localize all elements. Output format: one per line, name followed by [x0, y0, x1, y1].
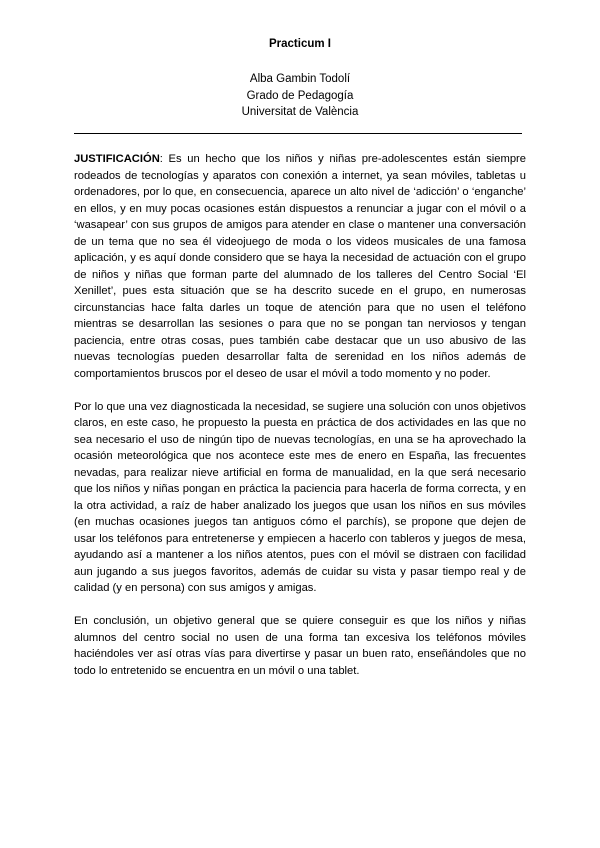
conclusion-paragraph: En conclusión, un objetivo general que se quiere conseguir es que los niños y niñas alumnos del centro social no usen de una forma tan excesiva los teléfonos móviles haciéndoles ver así otras vías para divertirse y pasar un buen rato, enseñándoles que no todo lo entretenido se encuentra en un móvil o una tablet.: [74, 615, 526, 677]
document-title: Practicum I: [269, 38, 331, 50]
author-name: Alba Gambin Todolí: [249, 73, 351, 85]
solution-paragraph: Por lo que una vez diagnosticada la necesidad, se sugiere una solución con unos objetivos claros, en este caso, he propuesto la puesta en práctica de dos actividades en las que no sea necesario el uso de ningún tipo de nuevas tecnologías, en una se ha aprovechado la ocasión meteorológica que nos acontece este mes de enero en España, las frecuentes nevadas, para realizar nieve artificial en forma de manualidad, en la que será necesario que los niños y niñas pongan en práctica la paciencia para hacerla de forma correcta, y en la otra actividad, a raíz de haber analizado los juegos que usan los niños en sus móviles (en muchas ocasiones juegos tan antiguos cómo el parchís), se propone que dejen de usar los teléfonos para entretenerse y empiecen a hacerlo con tableros y juegos de mesa, ayudando así a mantener a los niños atentos, pues con el móvil se distraen con facilidad aun jugando a sus juegos favoritos, además de cuidar su vista y pasar tiempo real y de calidad (y en persona) con sus amigos y amigas.: [74, 400, 526, 594]
justification-paragraph: [74, 151, 526, 382]
justification-label: JUSTIFICACIÓN: [74, 153, 160, 165]
justification-text: : Es un hecho que los niños y niñas pre-adolescentes están siempre rodeados de tecnologías y aparatos con conexión a internet, ya sean móviles, tabletas u ordenadores, por lo que, en consecuencia, aparece un alto nivel de ‘adicción’ o ‘enganche’ en ellos, y en muy pocas ocasiones están dispuestos a renunciar a jugar con el móvil o a ‘wasapear’ con sus grupos de amigos para atender en clase o mantener una conversación de un tema que no sea él videojuego de moda o los videos musicales de una famosa aplicación, y es aquí donde considero que se haya la necesidad de actuación con el grupo de niños y niñas que forman parte del alumnado de los talleres del Centro Social ‘El Xenillet’, pues esta situación que se ha descrito sucede en el grupo, en numerosas circunstancias hace falta darles un toque de atención para que no usen el teléfono mientras se desarrollan las sesiones o para que no se pongan tan nerviosos y tengan paciencia, entre otras cosas, pues también cabe destacar que un uso abusivo de las nuevas tecnologías pueden desarrollar falta de serenidad en los niños además de comportamientos bruscos por el deseo de usar el móvil a todo momento y no poder.: [74, 153, 526, 380]
university-name: Universitat de València: [241, 106, 359, 118]
body-text: [74, 151, 526, 696]
degree-name: Grado de Pedagogía: [246, 89, 354, 102]
header-divider: [74, 133, 522, 134]
author-block: [0, 71, 600, 121]
